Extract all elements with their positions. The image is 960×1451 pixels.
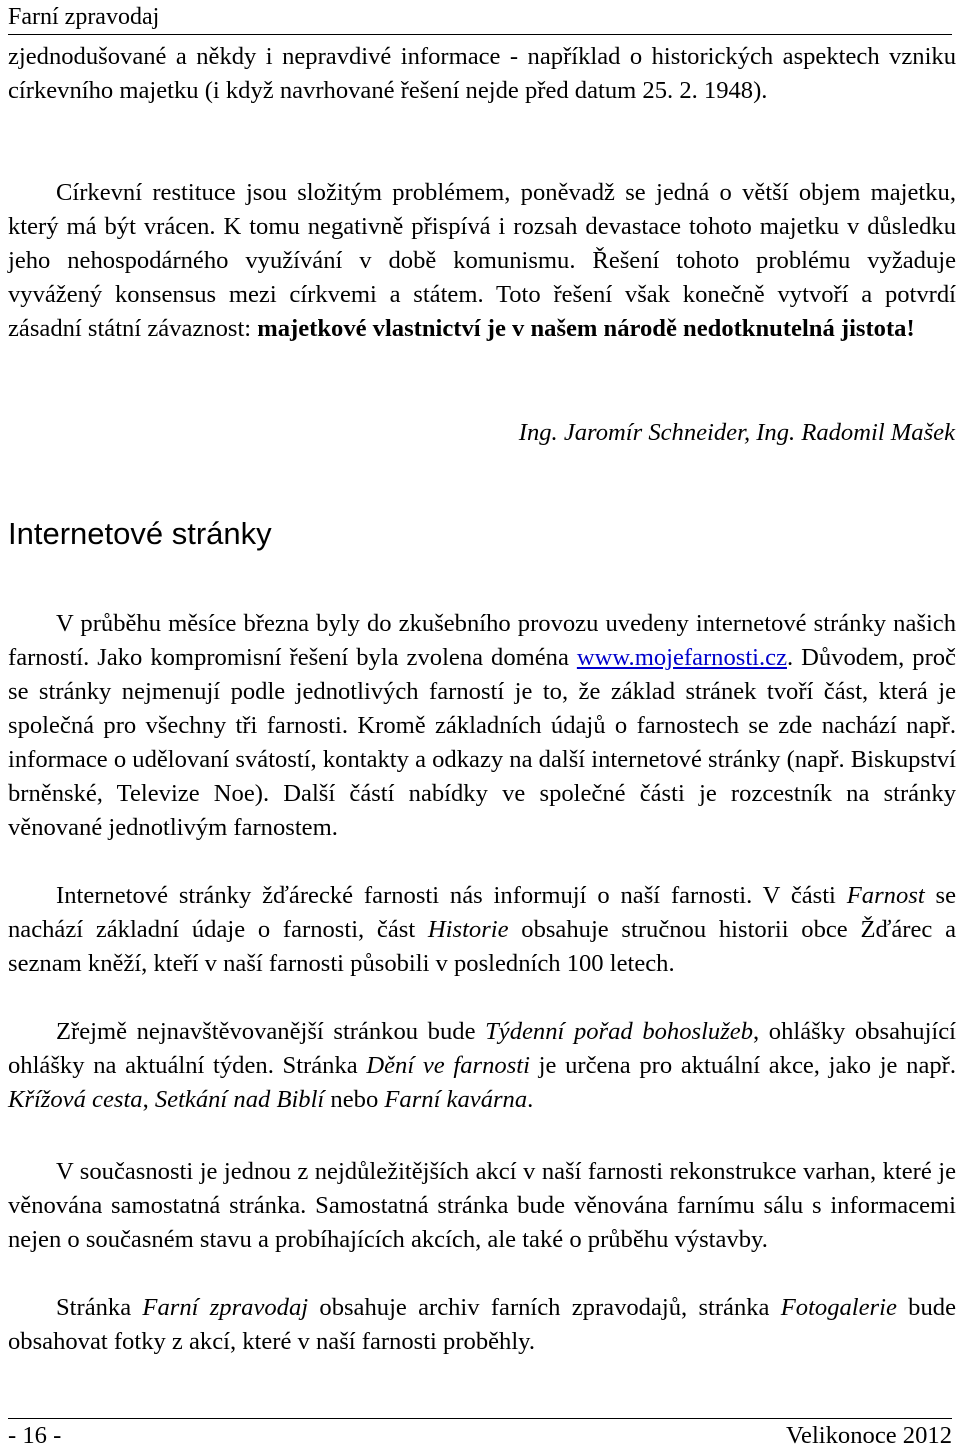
intro-paragraph-2-bold: majetkové vlastnictví je v našem národě nedotknutelná jistota!: [257, 315, 915, 342]
section-p5-italic-1: Farní zpravodaj: [142, 1294, 309, 1321]
section-p5-italic-2: Fotogalerie: [780, 1294, 897, 1321]
section-p5-text-c: bude obsahovat fotky z akcí, které v naší farnosti proběhly.: [8, 1294, 956, 1355]
section-p5-text-b: obsahuje archiv farních zpravodajů, stránka: [308, 1294, 781, 1321]
section-p5-text-a: Stránka: [56, 1294, 143, 1321]
section-paragraph-1: [8, 607, 956, 845]
section-p2-text-b: se nachází základní údaje o farnosti, část: [8, 882, 957, 943]
section-p3-text-f: .: [527, 1086, 534, 1113]
section-paragraph-4: V současnosti je jednou z nejdůležitějších akcí v naší farnosti rekonstrukce varhan, které je věnována samostatná stránka. Samostatná stránka bude věnována farnímu sálu s informacemi nejen o současném stavu a probíhajících akcích, ale také o průběhu výstavby.: [8, 1158, 956, 1253]
intro-paragraph-2-text: Církevní restituce jsou složitým problémem, poněvadž se jedná o větší objem majetku, který má být vrácen. K tomu negativně přispívá i rozsah devastace tohoto majetku v důsledku jeho nehospodárného využívání v době komunismu. Řešení tohoto problému vyžaduje vyvážený konsensus mezi církvemi a státem. Toto řešení však konečně vytvoří a potvrdí zásadní státní závaznost:: [8, 179, 956, 342]
section-p1-text-a: V průběhu měsíce března byly do zkušebního provozu uvedeny internetové stránky našich farností. Jako kompromisní řešení byla zvolena doména: [8, 610, 956, 671]
running-header: Farní zpravodaj: [8, 2, 952, 35]
section-p3-text-c: je určena pro aktuální akce, jako je např.: [529, 1052, 956, 1079]
intro-paragraph-2: [8, 176, 956, 346]
section-p2-italic-1: Farnost: [846, 882, 925, 909]
section-p3-italic-2: Dění ve farnosti: [366, 1052, 530, 1079]
section-p3-italic-1: Týdenní pořad bohoslužeb: [485, 1018, 754, 1045]
section-paragraph-2: [8, 879, 956, 981]
page-number: - 16 -: [8, 1422, 62, 1449]
website-link[interactable]: www.mojefarnosti.cz: [576, 644, 787, 671]
section-p2-text-c: obsahuje stručnou historii obce Žďárec a seznam kněží, kteří v naší farnosti působili v posledních 100 letech.: [8, 916, 956, 977]
section-paragraph-3: [8, 1015, 956, 1117]
section-p3-text-e: nebo: [324, 1086, 385, 1113]
issue-name: Velikonoce 2012: [786, 1422, 952, 1449]
section-p3-text-a: Zřejmě nejnavštěvovanější stránkou bude: [56, 1018, 486, 1045]
author-signature: Ing. Jaromír Schneider, Ing. Radomil Mašek: [518, 419, 955, 446]
section-p3-text-b: , ohlášky obsahující ohlášky na aktuální týden. Stránka: [8, 1018, 956, 1079]
section-paragraph-5: [8, 1291, 956, 1359]
section-p3-italic-5: Farní kavárna: [384, 1086, 528, 1113]
section-p2-text-a: Internetové stránky žďárecké farnosti nás informují o naší farnosti. V části: [56, 882, 847, 909]
section-p3-text-d: ,: [142, 1086, 155, 1113]
section-heading: Internetové stránky: [8, 516, 272, 551]
section-p2-italic-2: Historie: [427, 916, 509, 943]
section-p3-italic-4: Setkání nad Biblí: [154, 1086, 325, 1113]
section-p3-italic-3: Křížová cesta: [8, 1086, 143, 1113]
section-p1-text-b: . Důvodem, proč se stránky nejmenují podle jednotlivých farností je to, že základ stránek tvoří část, která je společná pro všechny tři farnosti. Kromě základních údajů o farnostech se zde nachází např. informace o udělovaní svátostí, kontakty a odkazy na další internetové stránky (např. Biskupství brněnské, Televize Noe). Další částí nabídky ve společné části je rozcestník na stránky věnované jednotlivým farnostem.: [8, 644, 957, 841]
intro-paragraph-1: zjednodušované a někdy i nepravdivé informace - například o historických aspektech vzniku církevního majetku (i když navrhované řešení nejde před datum 25. 2. 1948).: [8, 43, 956, 104]
page-footer: [8, 1418, 952, 1449]
